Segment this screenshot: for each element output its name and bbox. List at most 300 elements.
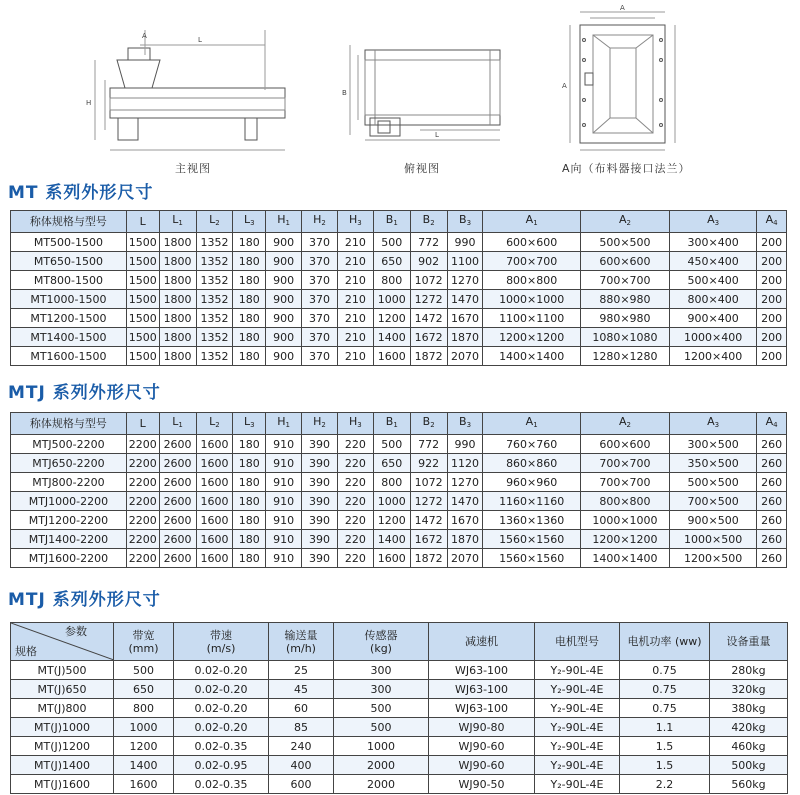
table-cell: 1200 (114, 737, 174, 756)
table-cell: 0.02-0.95 (174, 756, 269, 775)
table-cell: 45 (269, 680, 334, 699)
table-cell: 260 (757, 530, 787, 549)
table-cell: 0.02-0.35 (174, 737, 269, 756)
table-cell: 900 (266, 290, 302, 309)
table-row (11, 290, 787, 309)
table-cell: 0.02-0.20 (174, 661, 269, 680)
table-cell: 1600 (373, 347, 410, 366)
table-cell: MTJ650-2200 (11, 454, 127, 473)
table-cell: 1280×1280 (580, 347, 669, 366)
table-cell: 450×400 (670, 252, 757, 271)
table-cell: WJ63-100 (429, 680, 535, 699)
table-cell: 910 (266, 511, 302, 530)
table-cell: MT1200-1500 (11, 309, 127, 328)
table-cell: 350×500 (670, 454, 757, 473)
mtj-header-cell: $H_3$ (337, 413, 373, 435)
table-cell: 2070 (447, 347, 483, 366)
table-cell: 180 (233, 309, 266, 328)
table-cell: 1000×400 (670, 328, 757, 347)
svg-text:A: A (620, 4, 625, 12)
table-cell: MT800-1500 (11, 271, 127, 290)
table-cell: 1400×1400 (483, 347, 580, 366)
table-cell: 1400 (373, 328, 410, 347)
mtj-header-cell: $A_3$ (670, 413, 757, 435)
table-cell: 1800 (159, 233, 196, 252)
mt-header-cell: $L_1$ (159, 211, 196, 233)
table-cell: 0.02-0.20 (174, 680, 269, 699)
table-cell: 370 (302, 252, 338, 271)
table-cell: 1600 (196, 435, 233, 454)
table-cell: MTJ1200-2200 (11, 511, 127, 530)
table-cell: MT500-1500 (11, 233, 127, 252)
mtj-header-row (11, 413, 787, 435)
mt-header-cell: $A_3$ (670, 211, 757, 233)
table-cell: 210 (337, 309, 373, 328)
table-cell: WJ90-60 (429, 737, 535, 756)
table-cell: MT650-1500 (11, 252, 127, 271)
svg-text:B: B (342, 89, 347, 97)
table-cell: 390 (302, 530, 338, 549)
table-cell: 1000 (373, 290, 410, 309)
table-cell: 0.75 (620, 661, 710, 680)
table-cell: 1800 (159, 252, 196, 271)
table-cell: 1800 (159, 271, 196, 290)
mt-header-cell: $A_2$ (580, 211, 669, 233)
table-cell: 1352 (196, 328, 233, 347)
table-cell: 1500 (126, 328, 159, 347)
table-cell: 1352 (196, 347, 233, 366)
table-cell: 370 (302, 233, 338, 252)
table-cell: 960×960 (483, 473, 580, 492)
table-cell: 260 (757, 454, 787, 473)
table-cell: 1272 (410, 492, 447, 511)
table-cell: 1870 (447, 328, 483, 347)
table-cell: 800 (373, 271, 410, 290)
table-cell: 1000×500 (670, 530, 757, 549)
table-cell: 772 (410, 233, 447, 252)
table-row (11, 328, 787, 347)
table-cell: 210 (337, 328, 373, 347)
table-cell: 370 (302, 271, 338, 290)
table-row (11, 530, 787, 549)
table-cell: 180 (233, 435, 266, 454)
table-cell: 600×600 (580, 252, 669, 271)
table-cell: 210 (337, 271, 373, 290)
table-cell: 1800 (159, 347, 196, 366)
table-cell: 1400 (114, 756, 174, 775)
subscript: 3 (357, 219, 362, 227)
table-cell: 1500 (126, 309, 159, 328)
table-cell: 900 (266, 328, 302, 347)
table-cell: 180 (233, 511, 266, 530)
params-corner-top: 参数 (65, 625, 87, 638)
table-cell: 600×600 (483, 233, 580, 252)
mt-header-cell: $H_1$ (266, 211, 302, 233)
table-cell: Y₂-90L-4E (535, 775, 620, 794)
mtj-header-cell: L (126, 413, 159, 435)
table-cell: 1800 (159, 290, 196, 309)
table-cell: 460kg (710, 737, 788, 756)
table-row (11, 737, 788, 756)
table-cell: 390 (302, 549, 338, 568)
table-cell: 1200×1200 (483, 328, 580, 347)
table-cell: 900 (266, 271, 302, 290)
table-cell: 1120 (447, 454, 483, 473)
table-cell: 2200 (126, 511, 159, 530)
table-cell: 1100 (447, 252, 483, 271)
table-cell: 0.75 (620, 699, 710, 718)
table-cell: 1400×1400 (580, 549, 669, 568)
params-header-row (11, 623, 788, 661)
table-cell: 1352 (196, 309, 233, 328)
table-cell: MTJ1400-2200 (11, 530, 127, 549)
table-cell: MTJ800-2200 (11, 473, 127, 492)
table-cell: Y₂-90L-4E (535, 699, 620, 718)
subscript: 4 (773, 219, 778, 227)
subscript: 1 (533, 219, 538, 227)
table-cell: 200 (757, 233, 787, 252)
table-cell: WJ90-50 (429, 775, 535, 794)
params-section-title: MTJ 系列外形尺寸 (8, 590, 161, 610)
table-cell: 200 (757, 252, 787, 271)
table-cell: MT(J)500 (11, 661, 114, 680)
table-cell: 180 (233, 271, 266, 290)
table-cell: 1.5 (620, 737, 710, 756)
table-row (11, 435, 787, 454)
table-cell: MT(J)1200 (11, 737, 114, 756)
table-cell: 1600 (114, 775, 174, 794)
table-cell: 2600 (159, 530, 196, 549)
subscript: 2 (215, 219, 220, 227)
table-cell: 390 (302, 511, 338, 530)
subscript: 1 (178, 219, 183, 227)
table-cell: MTJ500-2200 (11, 435, 127, 454)
table-cell: 1670 (447, 511, 483, 530)
table-row (11, 252, 787, 271)
table-cell: 650 (373, 454, 410, 473)
table-cell: 500×400 (670, 271, 757, 290)
table-cell: 600 (269, 775, 334, 794)
table-cell: 800 (114, 699, 174, 718)
params-corner-bottom: 规格 (15, 645, 37, 658)
table-cell: 200 (757, 271, 787, 290)
table-cell: 1200×1200 (580, 530, 669, 549)
table-cell: 1472 (410, 309, 447, 328)
table-cell: 700×700 (483, 252, 580, 271)
params-header-cell: 带速 (m/s) (174, 623, 269, 661)
table-cell: 1270 (447, 271, 483, 290)
mt-header-cell: $B_1$ (373, 211, 410, 233)
table-cell: 1352 (196, 271, 233, 290)
svg-text:A: A (562, 82, 567, 90)
table-cell: 900 (266, 309, 302, 328)
table-cell: 2600 (159, 435, 196, 454)
mt-header-cell: $H_2$ (302, 211, 338, 233)
mtj-header-cell: $A_4$ (757, 413, 787, 435)
subscript: 1 (285, 421, 291, 429)
table-cell: WJ63-100 (429, 699, 535, 718)
table-cell: MT1000-1500 (11, 290, 127, 309)
table-cell: 220 (337, 454, 373, 473)
table-cell: 390 (302, 473, 338, 492)
table-cell: 910 (266, 492, 302, 511)
mtj-dimension-table (10, 412, 787, 568)
subscript: 1 (393, 421, 398, 429)
table-cell: 910 (266, 530, 302, 549)
table-cell: 240 (269, 737, 334, 756)
table-cell: 1080×1080 (580, 328, 669, 347)
table-cell: 1500 (126, 347, 159, 366)
table-cell: 2000 (334, 756, 429, 775)
table-cell: 210 (337, 233, 373, 252)
table-cell: 2600 (159, 473, 196, 492)
table-cell: 0.02-0.20 (174, 699, 269, 718)
table-row (11, 775, 788, 794)
table-cell: 900 (266, 252, 302, 271)
table-cell: WJ63-100 (429, 661, 535, 680)
table-cell: 800×800 (580, 492, 669, 511)
table-cell: 180 (233, 530, 266, 549)
subscript: 2 (626, 219, 631, 227)
subscript: 3 (466, 219, 472, 227)
subscript: 2 (430, 219, 435, 227)
subscript: 3 (250, 421, 255, 429)
table-cell: 2600 (159, 511, 196, 530)
mtj-header-cell: $A_1$ (483, 413, 580, 435)
mt-header-cell: $H_3$ (337, 211, 373, 233)
table-cell: 880×980 (580, 290, 669, 309)
table-cell: 1270 (447, 473, 483, 492)
table-cell: 1870 (447, 530, 483, 549)
svg-text:L: L (198, 36, 202, 44)
table-cell: 900×500 (670, 511, 757, 530)
front-view-drawing (86, 30, 285, 150)
mtj-section-title: MTJ 系列外形尺寸 (8, 383, 161, 403)
table-cell: MT(J)1000 (11, 718, 114, 737)
table-cell: 600×600 (580, 435, 669, 454)
table-cell: MTJ1000-2200 (11, 492, 127, 511)
params-header-cell: 设备重量 (710, 623, 788, 661)
table-cell: 2200 (126, 530, 159, 549)
table-cell: 1352 (196, 233, 233, 252)
table-row (11, 661, 788, 680)
table-cell: 910 (266, 473, 302, 492)
subscript: 4 (773, 421, 778, 429)
mtj-header-cell: $L_3$ (233, 413, 266, 435)
table-cell: 1600 (196, 492, 233, 511)
table-cell: 1672 (410, 530, 447, 549)
mtj-header-cell: $A_2$ (580, 413, 669, 435)
table-cell: 1500 (126, 290, 159, 309)
table-cell: MT(J)1600 (11, 775, 114, 794)
table-row (11, 680, 788, 699)
table-cell: 1272 (410, 290, 447, 309)
table-cell: 1000 (373, 492, 410, 511)
table-row (11, 549, 787, 568)
table-cell: 370 (302, 290, 338, 309)
table-cell: Y₂-90L-4E (535, 661, 620, 680)
subscript: 1 (178, 421, 183, 429)
mtj-table-body (11, 435, 787, 568)
table-row (11, 473, 787, 492)
mtj-header-cell: $L_1$ (159, 413, 196, 435)
table-cell: 990 (447, 435, 483, 454)
table-cell: 1670 (447, 309, 483, 328)
subscript: 2 (321, 219, 326, 227)
subscript: 2 (430, 421, 435, 429)
mt-header-cell: L (126, 211, 159, 233)
table-cell: 1160×1160 (483, 492, 580, 511)
table-cell: 922 (410, 454, 447, 473)
mt-header-cell: $A_4$ (757, 211, 787, 233)
table-cell: 300 (334, 661, 429, 680)
table-cell: 1472 (410, 511, 447, 530)
table-cell: Y₂-90L-4E (535, 756, 620, 775)
table-cell: 1470 (447, 492, 483, 511)
table-cell: 700×700 (580, 473, 669, 492)
mtj-header-cell: 称体规格与型号 (11, 413, 127, 435)
mtj-header-cell: $H_2$ (302, 413, 338, 435)
table-cell: 0.75 (620, 680, 710, 699)
table-cell: 1360×1360 (483, 511, 580, 530)
table-cell: 800×400 (670, 290, 757, 309)
table-cell: 700×700 (580, 271, 669, 290)
table-cell: 180 (233, 492, 266, 511)
table-cell: MT1400-1500 (11, 328, 127, 347)
table-cell: 900×400 (670, 309, 757, 328)
flange-view-caption: A向（布料器接口法兰） (562, 162, 691, 175)
table-cell: 910 (266, 549, 302, 568)
table-cell: 300×500 (670, 435, 757, 454)
table-cell: MT(J)1400 (11, 756, 114, 775)
params-header-cell: 输送量 (m/h) (269, 623, 334, 661)
table-cell: 1800 (159, 309, 196, 328)
table-cell: 180 (233, 454, 266, 473)
subscript: 3 (466, 421, 472, 429)
table-cell: 500 (334, 718, 429, 737)
table-cell: 260 (757, 511, 787, 530)
table-cell: 2600 (159, 454, 196, 473)
table-cell: 902 (410, 252, 447, 271)
table-row (11, 492, 787, 511)
table-cell: 1600 (196, 530, 233, 549)
table-cell: 1072 (410, 271, 447, 290)
svg-text:H: H (86, 99, 92, 107)
table-cell: 1872 (410, 347, 447, 366)
table-cell: 800 (373, 473, 410, 492)
table-cell: 200 (757, 328, 787, 347)
table-cell: 2070 (447, 549, 483, 568)
table-cell: 1600 (373, 549, 410, 568)
table-cell: Y₂-90L-4E (535, 680, 620, 699)
table-cell: 1600 (196, 473, 233, 492)
table-cell: 260 (757, 473, 787, 492)
table-cell: 700×700 (580, 454, 669, 473)
table-cell: 650 (114, 680, 174, 699)
table-cell: 500×500 (580, 233, 669, 252)
table-cell: MT1600-1500 (11, 347, 127, 366)
table-cell: 380kg (710, 699, 788, 718)
table-cell: 1800 (159, 328, 196, 347)
table-cell: 2200 (126, 492, 159, 511)
table-cell: 1600 (196, 511, 233, 530)
table-cell: Y₂-90L-4E (535, 737, 620, 756)
top-view-caption: 俯视图 (404, 162, 440, 175)
table-cell: 1000×1000 (483, 290, 580, 309)
mt-header-cell: $B_2$ (410, 211, 447, 233)
table-cell: 180 (233, 252, 266, 271)
table-cell: 1500 (126, 252, 159, 271)
table-cell: 2600 (159, 492, 196, 511)
mt-header-cell: $A_1$ (483, 211, 580, 233)
table-cell: 320kg (710, 680, 788, 699)
params-table-body (11, 661, 788, 794)
table-cell: 500 (373, 435, 410, 454)
table-cell: 180 (233, 233, 266, 252)
table-cell: 200 (757, 347, 787, 366)
mt-section-title: MT 系列外形尺寸 (8, 183, 154, 203)
subscript: 1 (285, 219, 291, 227)
table-cell: 200 (757, 290, 787, 309)
table-cell: 1500 (126, 233, 159, 252)
table-cell: 1560×1560 (483, 530, 580, 549)
table-row (11, 347, 787, 366)
table-cell: 60 (269, 699, 334, 718)
table-cell: MT(J)650 (11, 680, 114, 699)
params-header-cell: 传感器 (kg) (334, 623, 429, 661)
subscript: 3 (357, 421, 362, 429)
table-cell: 500 (373, 233, 410, 252)
table-cell: 180 (233, 290, 266, 309)
front-view-caption: 主视图 (175, 162, 211, 175)
table-row (11, 454, 787, 473)
table-cell: 370 (302, 347, 338, 366)
table-cell: 910 (266, 435, 302, 454)
table-cell: 1470 (447, 290, 483, 309)
table-cell: 220 (337, 530, 373, 549)
table-cell: 0.02-0.35 (174, 775, 269, 794)
subscript: 3 (250, 219, 255, 227)
table-cell: 210 (337, 290, 373, 309)
table-cell: 772 (410, 435, 447, 454)
table-cell: 2200 (126, 454, 159, 473)
subscript: 2 (215, 421, 220, 429)
mt-header-row (11, 211, 787, 233)
table-cell: 300×400 (670, 233, 757, 252)
table-row (11, 511, 787, 530)
params-corner-cell (11, 623, 114, 661)
table-cell: 2000 (334, 775, 429, 794)
table-row (11, 233, 787, 252)
subscript: 2 (321, 421, 326, 429)
table-cell: 370 (302, 309, 338, 328)
table-cell: 1.1 (620, 718, 710, 737)
table-cell: 400 (269, 756, 334, 775)
table-row (11, 699, 788, 718)
table-cell: 1200 (373, 309, 410, 328)
table-cell: 800×800 (483, 271, 580, 290)
table-cell: 210 (337, 252, 373, 271)
table-cell: 390 (302, 454, 338, 473)
table-cell: 2200 (126, 435, 159, 454)
table-cell: 280kg (710, 661, 788, 680)
params-header-cell: 电机功率 (ww) (620, 623, 710, 661)
table-cell: Y₂-90L-4E (535, 718, 620, 737)
table-cell: 860×860 (483, 454, 580, 473)
table-cell: 220 (337, 492, 373, 511)
mtj-header-cell: $B_3$ (447, 413, 483, 435)
table-cell: 1600 (196, 549, 233, 568)
